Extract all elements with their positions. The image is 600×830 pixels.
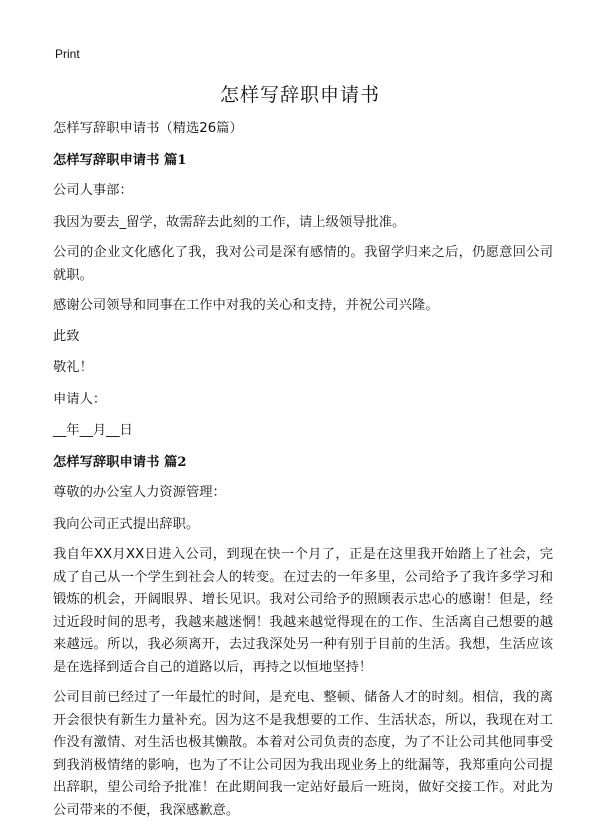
- salutation-2: 尊敬的办公室人力资源管理：: [53, 485, 226, 500]
- print-label[interactable]: Print: [55, 47, 80, 61]
- date-line: __年__月__日: [53, 423, 133, 438]
- document-subtitle: 怎样写辞职申请书（精选26篇）: [53, 121, 243, 136]
- paragraph: 公司目前已经过了一年最忙的时间，是充电、整顿、储备人才的时刻。相信，我的离开会很快有新生力量补充。因为这不是我想要的工作、生活状态，所以，我现在对工作没有激情、对生活也极其懒散。本着对公司负责的态度，为了不让公司其他同事受到我消极情绪的影响，也为了不让公司因为我出现业务上的纰漏等，我郑重向公司提出辞职，望公司给予批准！在此期间我一定站好最后一班岗，做好交接工作。对此为公司带来的不便，我深感歉意。: [53, 690, 553, 818]
- paragraph: 我自年XX月XX日进入公司，到现在快一个月了，正是在这里我开始踏上了社会，完成了自己从一个学生到社会人的转变。在过去的一年多里，公司给予了我许多学习和锻炼的机会，开阔眼界、增长见识。我对公司给予的照顾表示忠心的感谢！但是，经过近段时间的思考，我越来越迷惘！我越来越觉得现在的工作、生活离自己想要的越来越远。所以，我必须离开，去过我深处另一种有别于目前的生活。我想，生活应该是在选择到适合自己的道路以后，再持之以恒地坚持！: [53, 547, 553, 675]
- closing-line: 此致: [53, 328, 80, 344]
- salutation-1: 公司人事部：: [53, 183, 133, 198]
- paragraph: 公司的企业文化感化了我，我对公司是深有感情的。我留学归来之后，仍愿意回公司就职。: [53, 245, 553, 283]
- document-body: [53, 118, 553, 830]
- section-heading-1: 怎样写辞职申请书 篇1: [53, 152, 187, 168]
- closing-line: 敬礼！: [53, 360, 93, 375]
- paragraph: 感谢公司领导和同事在工作中对我的关心和支持，并祝公司兴隆。: [53, 298, 439, 313]
- document-title: 怎样写辞职申请书: [219, 84, 380, 106]
- applicant-line: 申请人：: [53, 391, 107, 407]
- section-heading-2: 怎样写辞职申请书 篇2: [53, 454, 187, 470]
- paragraph: 我向公司正式提出辞职。: [53, 516, 200, 532]
- paragraph: 我因为要去_留学，故需辞去此刻的工作，请上级领导批准。: [53, 214, 406, 230]
